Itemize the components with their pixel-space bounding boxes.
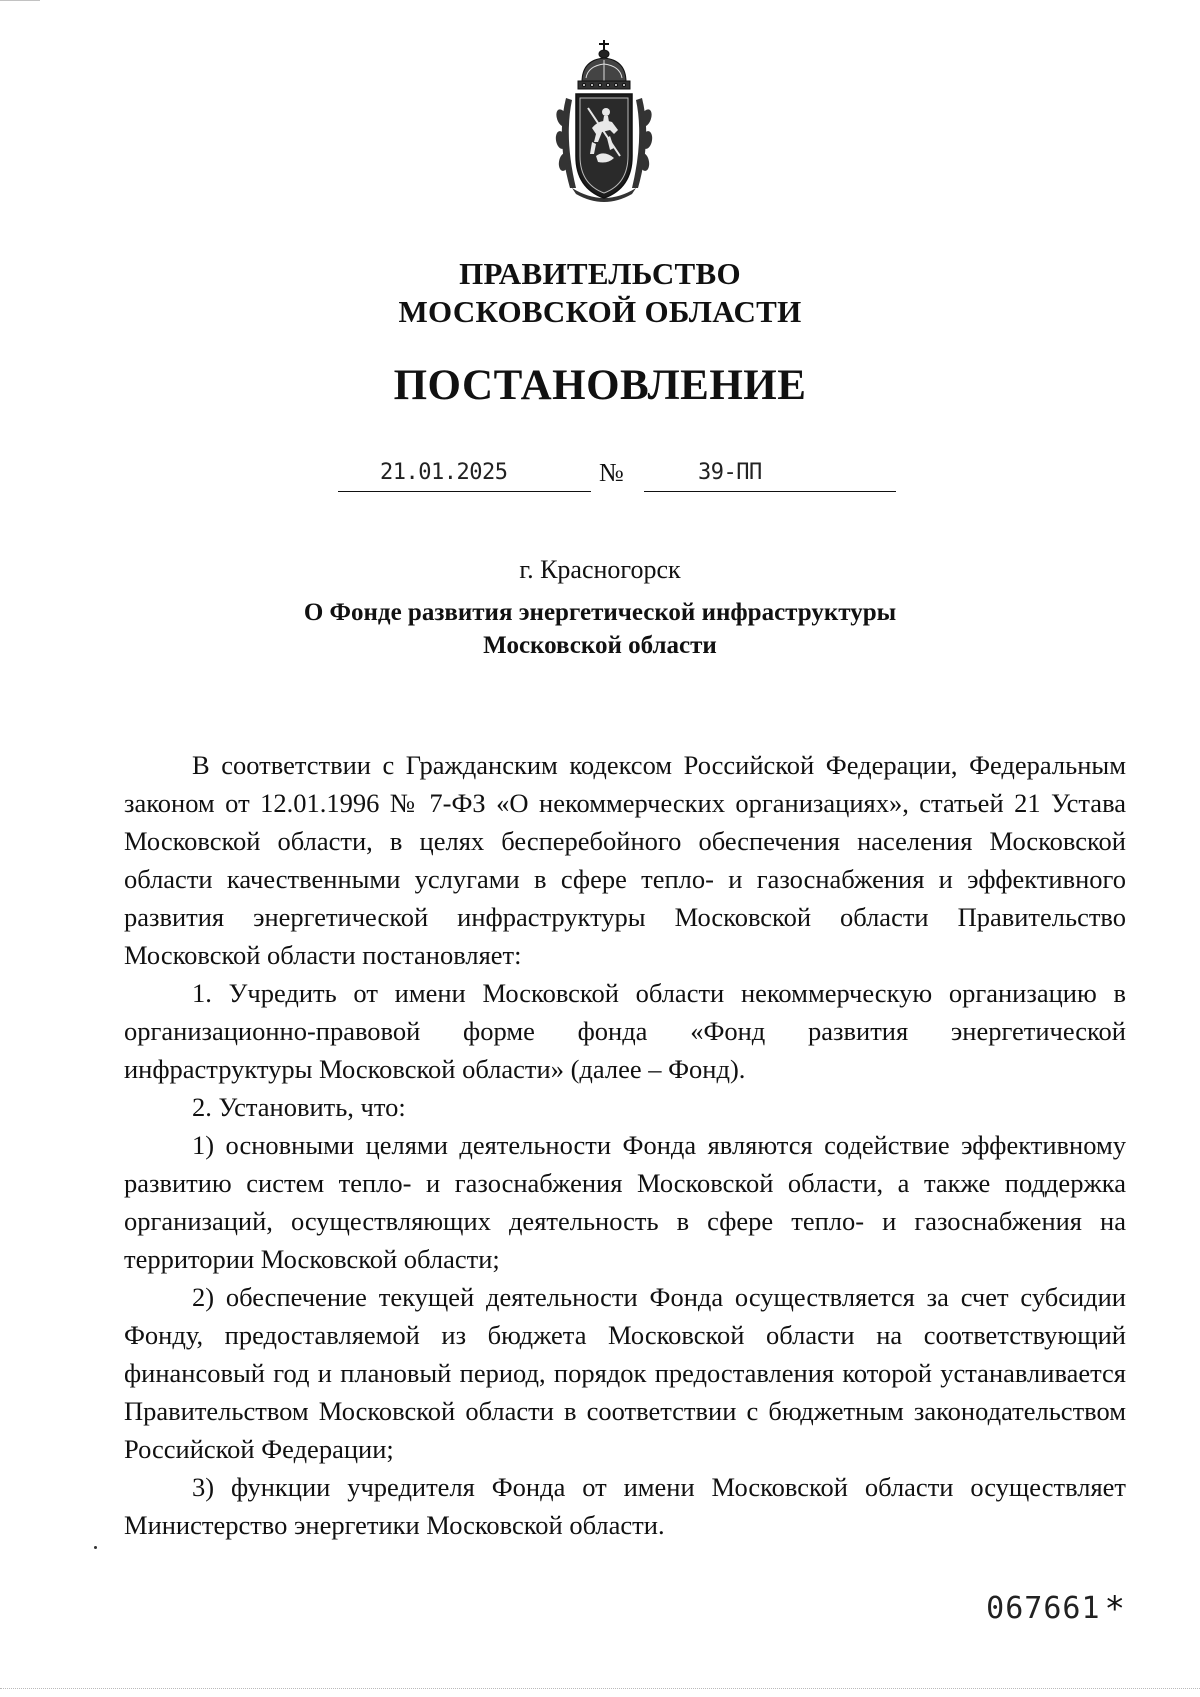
body-paragraph-1: 1. Учредить от имени Московской области некоммерческую организацию в организационно-правовой форме фонда «Фонд развития энергетической инфраструктуры Московской области» (далее – Фонд). (124, 978, 1126, 1084)
number-sign: № (599, 458, 624, 487)
city-line: г. Красногорск (519, 555, 681, 584)
government-title-line1: ПРАВИТЕЛЬСТВО (459, 256, 741, 291)
page-bottom-edge (0, 1688, 1200, 1689)
coat-of-arms-icon (552, 38, 656, 208)
document-date: 21.01.2025 (380, 460, 508, 485)
body-paragraph-2-1: 1) основными целями деятельности Фонда являются содействие эффективному развитию систем тепло- и газоснабжения Московской области, а также поддержка организаций, осуществляющих деятельность в сфере тепло- и газоснабжения на территории Московской области; (124, 1130, 1126, 1274)
number-field (644, 453, 896, 492)
scan-artifact-dot (94, 1546, 97, 1549)
document-body (124, 746, 1126, 1544)
body-paragraph-2: 2. Установить, что: (192, 1092, 406, 1122)
document-number: 39-ПП (698, 460, 762, 485)
body-paragraph-2-2: 2) обеспечение текущей деятельности Фонда осуществляется за счет субсидии Фонду, предоставляемой из бюджета Московской области на соответствующий финансовый год и плановый период, порядок предоставления которой устанавливается Правительством Московской области в соответствии с бюджетным законодательством Российской Федерации; (124, 1282, 1126, 1464)
document-title-line1: О Фонде развития энергетической инфраструктуры (303, 599, 897, 626)
document-type-heading: ПОСТАНОВЛЕНИЕ (393, 362, 807, 409)
body-paragraph-2-3: 3) функции учредителя Фонда от имени Московской области осуществляет Министерство энергетики Московской области. (124, 1472, 1126, 1540)
date-field (338, 453, 591, 492)
scan-artifact (0, 0, 40, 1)
document-title-line2: Московской области (483, 632, 717, 659)
serial-mark-icon: * (1104, 1589, 1126, 1629)
body-paragraph-preamble: В соответствии с Гражданским кодексом Российской Федерации, Федеральным законом от 12.01.1996 № 7-ФЗ «О некоммерческих организациях», статьей 21 Устава Московской области, в целях бесперебойного обеспечения населения Московской области качественными услугами в сфере тепло- и газоснабжения и эффективного развития энергетической инфраструктуры Московской области Правительство Московской области постановляет: (124, 750, 1126, 970)
serial-number-value: 067661 (986, 1591, 1101, 1626)
government-title-line2: МОСКОВСКОЙ ОБЛАСТИ (398, 294, 802, 329)
serial-number (986, 1589, 1126, 1629)
